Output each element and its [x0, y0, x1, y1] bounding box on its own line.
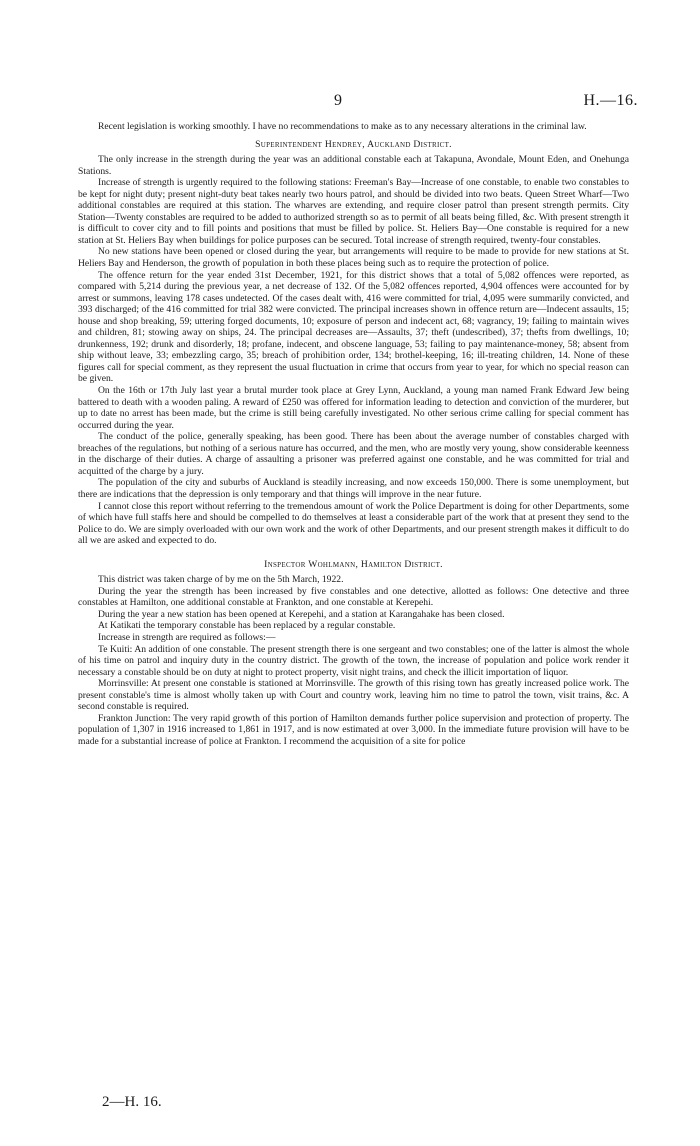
paragraph: During the year the strength has been increased by five constables and one detective, allotted as follows: One detective and three constables at Hamilton, one additional constable at Frankton, and one constable at Kerepehi. [78, 585, 629, 609]
section-heading-auckland: Superintendent Hendrey, Auckland District. [255, 138, 452, 150]
paragraph: I cannot close this report without referring to the tremendous amount of work the Police Department is doing for other Departments, some of which have full staffs here and should be compelled to do themselves at least a considerable part of the work that at present they send to the Police to do. We are simply overloaded with our own work and the work of other Departments, and our present strength makes it difficult to do all we are asked and expected to do. [78, 500, 629, 547]
paragraph: No new stations have been opened or closed during the year, but arrangements will require to be made to provide for new stations at St. Heliers Bay and Henderson, the growth of population in both these places being such as to require the protection of police. [78, 246, 629, 270]
paragraph: During the year a new station has been opened at Kerepehi, and a station at Karangahake has been closed. [98, 608, 505, 620]
paragraph: On the 16th or 17th July last year a brutal murder took place at Grey Lynn, Auckland, a young man named Frank Edward Jew being battered to death with a wooden paling. A reward of £250 was offered for information leading to detection and conviction of the murderer, but up to date no arrest has been made, but the crime is still being carefully investigated. No other serious crime calling for special comment has occurred during the year. [78, 385, 629, 431]
paragraph: The conduct of the police, generally speaking, has been good. There has been about the average number of constables charged with breaches of the regulations, but nothing of a serious nature has occurred, and the men, who are mostly very young, show considerable keenness in the discharge of their duties. A charge of assaulting a prisoner was preferred against one constable, and he was committed for trial and acquitted of the charge by a jury. [78, 431, 629, 477]
section-heading-hamilton: Inspector Wohlmann, Hamilton District. [264, 558, 443, 570]
page-number: 9 [334, 92, 342, 109]
paragraph: The offence return for the year ended 31st December, 1921, for this district shows that a total of 5,082 offences were reported, as compared with 5,214 during the previous year, a net decrease of 132. Of the 5,082 offences reported, 4,904 offences were accounted for by arrest or summons, leaving 178 cases undetected. Of the cases dealt with, 416 were committed for trial, 4,095 were summarily convicted, and 393 discharged; of the 416 committed for trial 382 were convicted. The principal increases shown in offence return are—Indecent assaults, 15; house and shop breaking, 59; uttering forged documents, 10; exposure of person and indecent act, 68; vagrancy, 19; failing to maintain wives and children, 81; stowing away on ships, 24. The principal decreases are—Assaults, 37; theft (undescribed), 37; thefts from dwellings, 10; drunkenness, 192; drunk and disorderly, 18; profane, indecent, and obscene language, 53; failing to pay maintenance-money, 58; absent from ship without leave, 33; embezzling cargo, 35; breach of prohibition order, 134; brothel-keeping, 16; ill-treating children, 14. None of these figures call for special comment, as they represent the usual fluctuation in crime that occurs from year to year, for which no special reason can be given. [78, 269, 629, 385]
paragraph: This district was taken charge of by me on the 5th March, 1922. [98, 574, 344, 586]
paragraph: Increase of strength is urgently required to the following stations: Freeman's Bay—Increase of one constable, to enable two constables to be kept for night duty; present night-duty beat takes nearly two hours patrol, and should be divided into two beats. Queen Street Wharf—Two additional constables are required at this station. The wharves are extending, and require closer patrol than present strength permits. City Station—Twenty constables are required to be added to authorized strength so as to permit of all beats being filled, &c. With present strength it is difficult to cover city and to fill points and positions that must be filled by police. St. Heliers Bay—One constable is required for a new station at St. Heliers Bay when buildings for police purposes can be secured. Total increase of strength required, twenty-four constables. [78, 177, 629, 246]
paragraph: Te Kuiti: An addition of one constable. The present strength there is one sergeant and two constables; one of the latter is almost the whole of his time on patrol and inquiry duty in the country district. The growth of the town, the increase of population and police work render it necessary a constable should be on duty at night to protect property, visit night trains, and check the illicit importation of liquor. [78, 643, 629, 678]
paragraph: The population of the city and suburbs of Auckland is steadily increasing, and now exceeds 150,000. There is some unemployment, but there are indications that the depression is only temporary and that things will improve in the near future. [78, 477, 629, 500]
document-body [78, 121, 629, 747]
document-reference: H.—16. [583, 92, 638, 109]
paragraph: At Katikati the temporary constable has been replaced by a regular constable. [98, 620, 396, 632]
signature-mark: 2—H. 16. [102, 1094, 162, 1110]
intro-paragraph: Recent legislation is working smoothly. I have no recommendations to make as to any necessary alterations in the criminal law. [98, 121, 587, 132]
paragraph: Frankton Junction: The very rapid growth of this portion of Hamilton demands further police supervision and protection of property. The population of 1,307 in 1916 increased to 1,861 in 1917, and is now estimated at over 3,000. In the immediate future provision will have to be made for a substantial increase of police at Frankton. I recommend the acquisition of a site for police [78, 712, 629, 747]
paragraph: Increase in strength are required as follows:— [98, 631, 276, 643]
paragraph: Morrinsville: At present one constable is stationed at Morrinsville. The growth of this rising town has greatly increased police work. The present constable's time is almost wholly taken up with Court and country work, leaving him no time to patrol the town, visit trains, &c. A second constable is required. [78, 678, 629, 713]
paragraph: The only increase in the strength during the year was an additional constable each at Takapuna, Avondale, Mount Eden, and Onehunga Stations. [78, 154, 629, 177]
